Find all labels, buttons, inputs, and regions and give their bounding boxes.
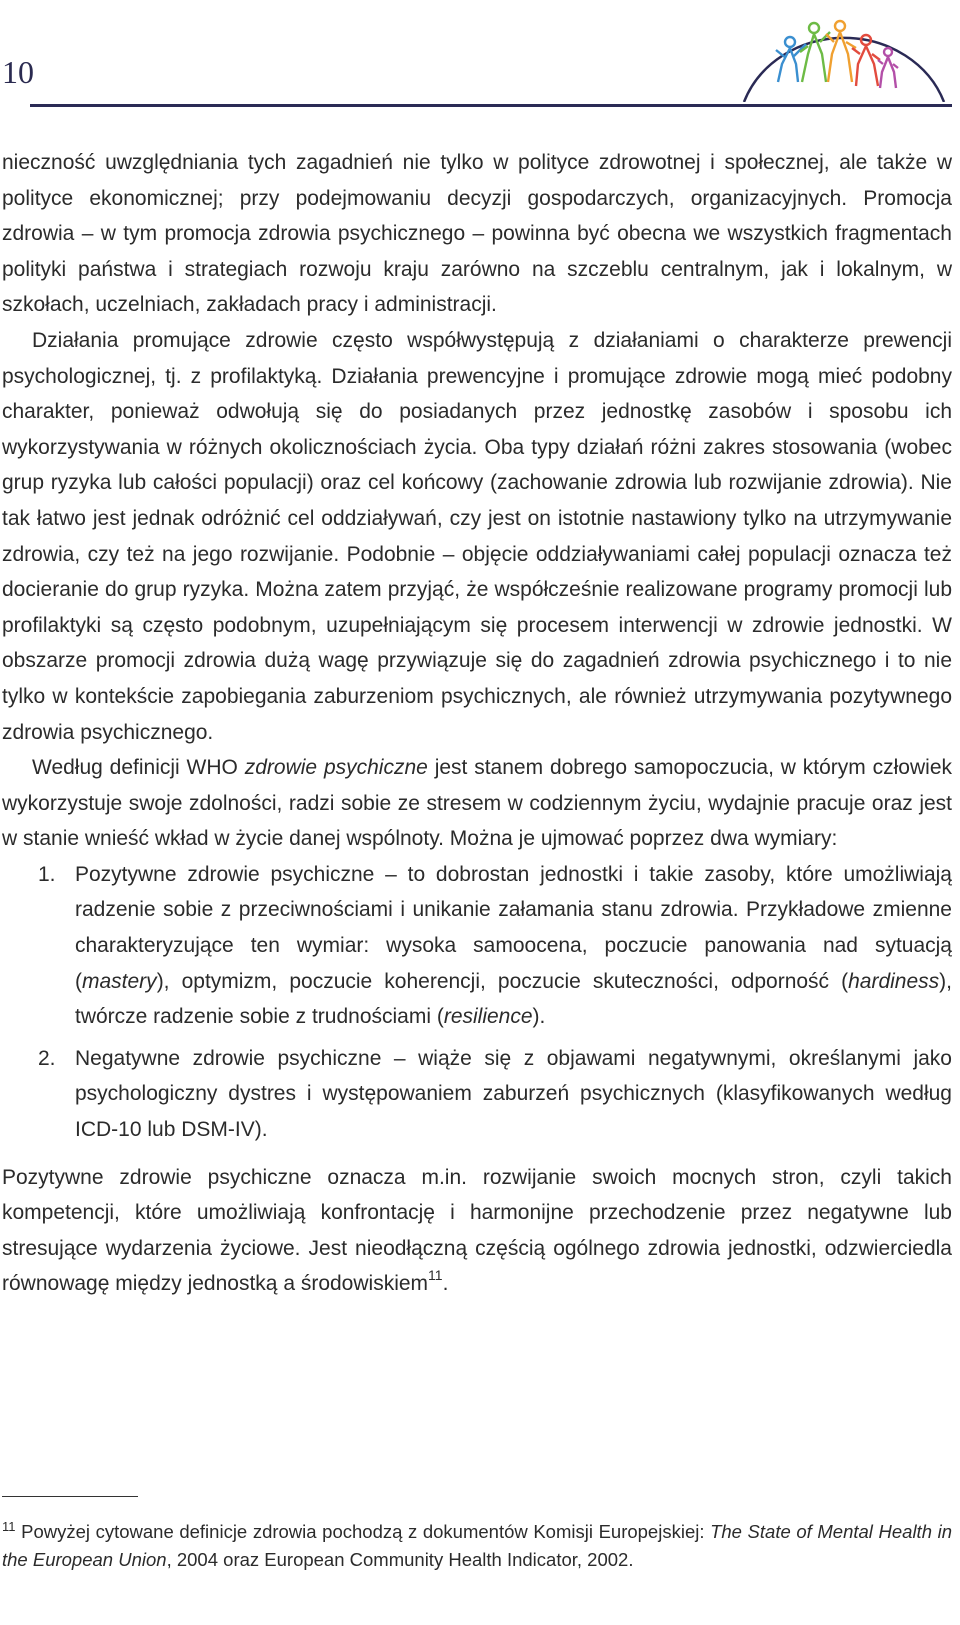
- list-text: Pozytywne zdrowie psychiczne – to dobrostan jednostki i takie zasoby, które umożliwiają radzenie sobie z przeciwnościami i unikanie załamania stanu zdrowia. Przykładowe zmienne charakteryzujące ten wymiar: wysoka samoocena, poczucie panowania nad sytuacją (: [75, 862, 952, 993]
- emphasis-term: mastery: [82, 969, 157, 993]
- paragraph-1: nieczność uwzględniania tych zagadnień nie tylko w polityce zdrowotnej i społecznej, ale także w polityce ekonomicznej; przy podejmowaniu decyzji gospodarczych, organizacyjnych. Promocja zdrowia – w tym promocja zdrowia psychicznego – powinna być obecna we wszystkich fragmentach polityki państwa i strategiach rozwoju kraju zarówno na szczeblu centralnym, jak i lokalnym, w szkołach, uczelniach, zakładach pracy i administracji.: [2, 151, 952, 317]
- footnote-title: The State of Mental Health in the European Union: [2, 1521, 952, 1570]
- footnote-number: 11: [2, 1519, 16, 1534]
- body-text: [2, 145, 952, 1302]
- footnote-reference[interactable]: 11: [428, 1267, 443, 1284]
- emphasis-term: zdrowie psychiczne: [244, 756, 428, 780]
- list-item: [2, 1041, 952, 1148]
- list-text: Negatywne zdrowie psychiczne – wiąże się z objawami negatywnymi, określanymi jako psychologiczny dystres i występowaniem zaburzeń psychicznych (klasyfikowanych według ICD-10 lub DSM-IV).: [75, 1046, 952, 1142]
- paragraph-3: [2, 750, 952, 857]
- logo-people-icon: [738, 2, 950, 102]
- paragraph-4: [2, 1160, 952, 1302]
- header-rule: [30, 104, 952, 107]
- footnote-text: [2, 1518, 952, 1574]
- footnote-body: Powyżej cytowane definicje zdrowia pochodzą z dokumentów Komisji Europejskiej:: [15, 1521, 711, 1542]
- list-item: [2, 857, 952, 1035]
- list-number: 1.: [38, 862, 56, 886]
- list-number: 2.: [38, 1046, 56, 1070]
- emphasis-term: resilience: [443, 1005, 533, 1029]
- paragraph-3-text: Według definicji WHO: [32, 756, 245, 780]
- list-text: ).: [532, 1005, 546, 1029]
- paragraph-4-text: Pozytywne zdrowie psychiczne oznacza m.in. rozwijanie swoich mocnych stron, czyli takich kompetencji, które umożliwiają konfrontację i harmonijne przechodzenie przez negatywne lub stresujące wydarzenia życiowe. Jest nieodłączną częścią ogólnego zdrowia jednostki, odzwierciedla równowagę między jednostką a środowiskiem: [2, 1165, 952, 1296]
- page-number: 10: [2, 54, 34, 90]
- footnote-body: , 2004 oraz European Community Health Indicator, 2002.: [166, 1549, 634, 1570]
- dimensions-list: [2, 857, 952, 1148]
- paragraph-2: Działania promujące zdrowie często współwystępują z działaniami o charakterze prewencji psychologicznej, tj. z profilaktyką. Działania prewencyjne i promujące zdrowie mogą mieć podobny charakter, ponieważ odwołują się do posiadanych przez jednostkę zasobów i sposobu ich wykorzystywania w różnych okolicznościach życia. Oba typy działań różni zakres stosowania (wobec grup ryzyka lub całości populacji) oraz cel końcowy (zachowanie zdrowia lub rozwijanie zdrowia). Nie tak łatwo jest jednak odróżnić cel oddziaływań, czy jest on istotnie nastawiony tylko na utrzymywanie zdrowia, czy też na jego rozwijanie. Podobnie – objęcie oddziaływaniami całej populacji oznacza też docieranie do grup ryzyka. Można zatem przyjąć, że współcześnie realizowane programy promocji lub profilaktyki są często podobnym, uzupełniającym się procesem interwencji w zdrowie jednostki. W obszarze promocji zdrowia dużą wagę przywiązuje się do zagadnień zdrowia psychicznego i to nie tylko w kontekście zapobiegania zaburzeniom psychicznych, ale również utrzymywania pozytywnego zdrowia psychicznego.: [2, 328, 952, 744]
- footnote: [2, 1518, 952, 1574]
- emphasis-term: hardiness: [848, 969, 940, 993]
- footnote-divider: [2, 1496, 138, 1497]
- paragraph-4-end: .: [442, 1272, 449, 1296]
- paragraph-3-text: jest stanem dobrego samopoczucia, w którym człowiek wykorzystuje swoje zdolności, radzi sobie ze stresem w codziennym życiu, wydajnie pracuje oraz jest w stanie wnieść wkład w życie danej wspólnoty. Można je ujmować poprzez dwa wymiary:: [2, 756, 952, 851]
- list-text: ), twórcze radzenie sobie z trudnościami (: [75, 969, 952, 1029]
- list-text: ), optymizm, poczucie koherencji, poczucie skuteczności, odporność (: [156, 969, 849, 993]
